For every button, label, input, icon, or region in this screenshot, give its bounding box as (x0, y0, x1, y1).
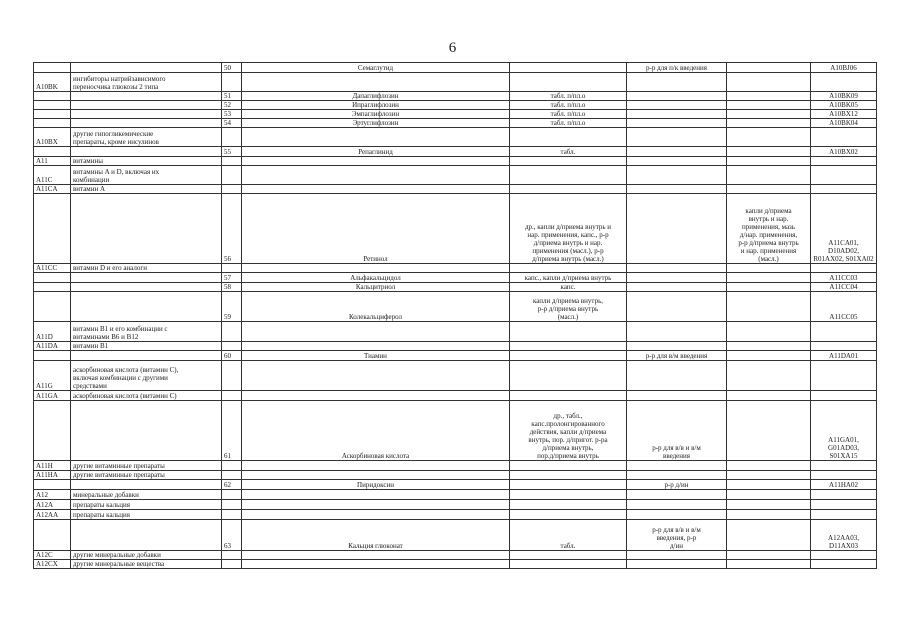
atc-full-code-cell (811, 551, 877, 560)
other-form-cell (727, 520, 811, 551)
injection-form-cell (627, 500, 727, 510)
atc-full-code-cell: A11HA02 (811, 480, 877, 490)
other-form-cell (727, 273, 811, 283)
drug-name-cell (242, 560, 510, 569)
row-number-cell: 50 (222, 63, 242, 73)
drug-name-cell (242, 128, 510, 147)
atc-code-cell: A12C (34, 551, 71, 560)
other-form-cell (727, 166, 811, 185)
oral-form-cell (510, 560, 627, 569)
drug-name-cell (242, 551, 510, 560)
oral-form-cell (510, 471, 627, 480)
injection-form-cell (627, 551, 727, 560)
table-row (34, 510, 877, 520)
oral-form-cell: табл. п/пл.о (510, 92, 627, 101)
atc-full-code-cell (811, 560, 877, 569)
oral-form-cell (510, 510, 627, 520)
group-name-cell (71, 92, 222, 101)
group-name-cell: препараты кальция (71, 510, 222, 520)
group-name-cell (71, 401, 222, 461)
atc-code-cell: A12A (34, 500, 71, 510)
drug-name-cell (242, 391, 510, 401)
atc-code-cell (34, 273, 71, 283)
other-form-cell (727, 480, 811, 490)
drug-name-cell: Кальцитриол (242, 283, 510, 292)
drug-name-cell (242, 166, 510, 185)
oral-form-cell (510, 63, 627, 73)
page-number: 6 (448, 40, 457, 56)
table-row (34, 292, 877, 322)
oral-form-cell (510, 461, 627, 471)
table-row (34, 322, 877, 342)
other-form-cell (727, 401, 811, 461)
oral-form-cell (510, 361, 627, 391)
row-number-cell: 59 (222, 292, 242, 322)
atc-code-cell: A11HA (34, 471, 71, 480)
other-form-cell (727, 283, 811, 292)
oral-form-cell: капс., капли д/приема внутрь (510, 273, 627, 283)
table-row (34, 147, 877, 157)
group-name-cell (71, 351, 222, 361)
atc-code-cell (34, 480, 71, 490)
atc-code-cell: A11C (34, 166, 71, 185)
table-row (34, 166, 877, 185)
atc-full-code-cell: A10BX02 (811, 147, 877, 157)
other-form-cell (727, 101, 811, 110)
other-form-cell: капли д/приема внутрь и нар. применения, мазь д/нар. применения, р-р д/приема внутрь и нар. применения (масл.) (727, 194, 811, 264)
injection-form-cell (627, 264, 727, 273)
table-row (34, 461, 877, 471)
other-form-cell (727, 73, 811, 92)
oral-form-cell (510, 166, 627, 185)
oral-form-cell (510, 264, 627, 273)
drug-name-cell: Пиридоксин (242, 480, 510, 490)
injection-form-cell: р-р для в/в и в/м введения, р-р д/ин (627, 520, 727, 551)
atc-full-code-cell: A11GA01, G01AD03, S01XA15 (811, 401, 877, 461)
oral-form-cell (510, 185, 627, 194)
injection-form-cell (627, 101, 727, 110)
other-form-cell (727, 342, 811, 351)
atc-code-cell: A10BK (34, 73, 71, 92)
injection-form-cell (627, 110, 727, 119)
table-row (34, 264, 877, 273)
table-row (34, 560, 877, 569)
row-number-cell (222, 490, 242, 500)
atc-code-cell (34, 283, 71, 292)
injection-form-cell (627, 157, 727, 166)
drug-name-cell (242, 490, 510, 500)
drug-name-cell (242, 510, 510, 520)
drug-name-cell: Аскорбиновая кислота (242, 401, 510, 461)
table-row (34, 73, 877, 92)
oral-form-cell: табл. (510, 147, 627, 157)
oral-form-cell (510, 391, 627, 401)
row-number-cell: 60 (222, 351, 242, 361)
injection-form-cell: р-р для п/к введения (627, 63, 727, 73)
group-name-cell: витамин A (71, 185, 222, 194)
table-row (34, 119, 877, 128)
oral-form-cell (510, 342, 627, 351)
drug-name-cell: Альфакальцидол (242, 273, 510, 283)
injection-form-cell (627, 185, 727, 194)
table-row (34, 92, 877, 101)
table-row (34, 351, 877, 361)
table-row (34, 194, 877, 264)
table-row (34, 551, 877, 560)
group-name-cell: другие минеральные вещества (71, 560, 222, 569)
oral-form-cell: табл. п/пл.о (510, 110, 627, 119)
oral-form-cell: др., табл., капс.пролонгированного действия, капли д/приема внутрь, пор. д/пригот. р-ра д/приема внутрь, пор.д/приема внутрь (510, 401, 627, 461)
other-form-cell (727, 560, 811, 569)
injection-form-cell (627, 166, 727, 185)
atc-full-code-cell: A10BK09 (811, 92, 877, 101)
drug-name-cell (242, 322, 510, 342)
group-name-cell: витамины (71, 157, 222, 166)
atc-full-code-cell: A11CC03 (811, 273, 877, 283)
atc-code-cell: A11D (34, 322, 71, 342)
oral-form-cell (510, 322, 627, 342)
row-number-cell (222, 391, 242, 401)
atc-code-cell (34, 63, 71, 73)
drug-name-cell (242, 73, 510, 92)
injection-form-cell: р-р д/ин (627, 480, 727, 490)
atc-code-cell: A12 (34, 490, 71, 500)
group-name-cell: аскорбиновая кислота (витамин C) (71, 391, 222, 401)
group-name-cell: ингибиторы натрийзависимого переносчика глюкозы 2 типа (71, 73, 222, 92)
atc-code-cell (34, 401, 71, 461)
other-form-cell (727, 351, 811, 361)
group-name-cell (71, 119, 222, 128)
other-form-cell (727, 361, 811, 391)
atc-code-cell (34, 101, 71, 110)
other-form-cell (727, 490, 811, 500)
group-name-cell: витамин B1 и его комбинации с витаминами B6 и B12 (71, 322, 222, 342)
atc-code-cell: A11DA (34, 342, 71, 351)
atc-code-cell (34, 147, 71, 157)
injection-form-cell (627, 391, 727, 401)
row-number-cell (222, 461, 242, 471)
atc-full-code-cell (811, 166, 877, 185)
table-row (34, 361, 877, 391)
other-form-cell (727, 92, 811, 101)
atc-full-code-cell (811, 73, 877, 92)
injection-form-cell: р-р для в/м введения (627, 351, 727, 361)
drug-name-cell: Репаглинид (242, 147, 510, 157)
atc-full-code-cell (811, 128, 877, 147)
row-number-cell (222, 510, 242, 520)
other-form-cell (727, 292, 811, 322)
atc-code-cell: A10BX (34, 128, 71, 147)
oral-form-cell (510, 157, 627, 166)
drug-name-cell (242, 461, 510, 471)
oral-form-cell: капли д/приема внутрь, р-р д/приема внутрь (масл.) (510, 292, 627, 322)
drug-name-cell: Эртуглифлозин (242, 119, 510, 128)
oral-form-cell: капс. (510, 283, 627, 292)
atc-code-cell: A11CC (34, 264, 71, 273)
other-form-cell (727, 510, 811, 520)
oral-form-cell (510, 480, 627, 490)
row-number-cell (222, 342, 242, 351)
row-number-cell (222, 128, 242, 147)
oral-form-cell (510, 490, 627, 500)
injection-form-cell (627, 342, 727, 351)
row-number-cell: 53 (222, 110, 242, 119)
group-name-cell: другие витаминные препараты (71, 471, 222, 480)
row-number-cell: 62 (222, 480, 242, 490)
atc-code-cell: A11G (34, 361, 71, 391)
other-form-cell (727, 391, 811, 401)
drug-name-cell (242, 185, 510, 194)
atc-full-code-cell (811, 264, 877, 273)
group-name-cell (71, 101, 222, 110)
injection-form-cell (627, 361, 727, 391)
injection-form-cell (627, 292, 727, 322)
injection-form-cell (627, 73, 727, 92)
table-row (34, 520, 877, 551)
drug-name-cell: Ретинол (242, 194, 510, 264)
injection-form-cell (627, 461, 727, 471)
atc-full-code-cell (811, 500, 877, 510)
drug-name-cell: Тиамин (242, 351, 510, 361)
atc-full-code-cell (811, 157, 877, 166)
group-name-cell: витамин B1 (71, 342, 222, 351)
table-row (34, 128, 877, 147)
atc-full-code-cell: A11DA01 (811, 351, 877, 361)
other-form-cell (727, 322, 811, 342)
atc-full-code-cell (811, 185, 877, 194)
injection-form-cell (627, 92, 727, 101)
group-name-cell (71, 147, 222, 157)
atc-code-cell: A12AA (34, 510, 71, 520)
atc-full-code-cell (811, 361, 877, 391)
table-row (34, 283, 877, 292)
row-number-cell: 61 (222, 401, 242, 461)
drug-name-cell (242, 264, 510, 273)
group-name-cell: другие гипогликемические препараты, кроме инсулинов (71, 128, 222, 147)
other-form-cell (727, 551, 811, 560)
atc-full-code-cell (811, 322, 877, 342)
row-number-cell (222, 551, 242, 560)
group-name-cell (71, 273, 222, 283)
drug-name-cell: Эмпаглифлозин (242, 110, 510, 119)
row-number-cell (222, 500, 242, 510)
oral-form-cell (510, 128, 627, 147)
atc-full-code-cell (811, 490, 877, 500)
atc-full-code-cell: A11CC04 (811, 283, 877, 292)
row-number-cell: 52 (222, 101, 242, 110)
drug-name-cell (242, 157, 510, 166)
group-name-cell: витамины A и D, включая их комбинации (71, 166, 222, 185)
drug-name-cell (242, 500, 510, 510)
drug-table (33, 62, 877, 569)
other-form-cell (727, 471, 811, 480)
atc-full-code-cell: A10BK04 (811, 119, 877, 128)
atc-full-code-cell (811, 391, 877, 401)
other-form-cell (727, 264, 811, 273)
atc-code-cell: A11H (34, 461, 71, 471)
injection-form-cell (627, 471, 727, 480)
table-row (34, 273, 877, 283)
drug-name-cell: Семаглутид (242, 63, 510, 73)
atc-code-cell (34, 119, 71, 128)
table-row (34, 480, 877, 490)
atc-full-code-cell: A12AA03, D11AX03 (811, 520, 877, 551)
table-row (34, 490, 877, 500)
atc-full-code-cell: A10BK05 (811, 101, 877, 110)
atc-full-code-cell: A11CC05 (811, 292, 877, 322)
row-number-cell: 58 (222, 283, 242, 292)
injection-form-cell (627, 560, 727, 569)
injection-form-cell (627, 128, 727, 147)
other-form-cell (727, 63, 811, 73)
atc-code-cell (34, 92, 71, 101)
other-form-cell (727, 157, 811, 166)
oral-form-cell: др., капли д/приема внутрь и нар. применения, капс., р-р д/приема внутрь и нар. применения (масл.), р-р д/приема внутрь (масл.) (510, 194, 627, 264)
injection-form-cell (627, 490, 727, 500)
table-row (34, 342, 877, 351)
oral-form-cell (510, 551, 627, 560)
atc-code-cell (34, 520, 71, 551)
atc-full-code-cell (811, 342, 877, 351)
atc-full-code-cell (811, 510, 877, 520)
group-name-cell (71, 110, 222, 119)
oral-form-cell: табл. п/пл.о (510, 119, 627, 128)
drug-name-cell (242, 361, 510, 391)
drug-name-cell: Дапаглифлозин (242, 92, 510, 101)
row-number-cell (222, 157, 242, 166)
atc-code-cell: A11GA (34, 391, 71, 401)
table-row (34, 157, 877, 166)
injection-form-cell (627, 147, 727, 157)
injection-form-cell (627, 283, 727, 292)
atc-code-cell (34, 194, 71, 264)
drug-name-cell (242, 342, 510, 351)
atc-code-cell: A12CX (34, 560, 71, 569)
row-number-cell (222, 560, 242, 569)
drug-name-cell: Ипраглифлозин (242, 101, 510, 110)
table-row (34, 101, 877, 110)
injection-form-cell (627, 510, 727, 520)
group-name-cell (71, 194, 222, 264)
group-name-cell (71, 292, 222, 322)
table-row (34, 110, 877, 119)
row-number-cell (222, 73, 242, 92)
group-name-cell (71, 520, 222, 551)
row-number-cell: 54 (222, 119, 242, 128)
row-number-cell (222, 322, 242, 342)
atc-full-code-cell: A10BX12 (811, 110, 877, 119)
row-number-cell (222, 471, 242, 480)
atc-full-code-cell: A11CA01, D10AD02, R01AX02, S01XA02 (811, 194, 877, 264)
atc-full-code-cell (811, 461, 877, 471)
oral-form-cell (510, 351, 627, 361)
group-name-cell: витамин D и его аналоги (71, 264, 222, 273)
other-form-cell (727, 500, 811, 510)
atc-code-cell: A11 (34, 157, 71, 166)
oral-form-cell (510, 500, 627, 510)
row-number-cell: 63 (222, 520, 242, 551)
group-name-cell: препараты кальция (71, 500, 222, 510)
atc-full-code-cell (811, 471, 877, 480)
table-row (34, 500, 877, 510)
row-number-cell (222, 166, 242, 185)
group-name-cell (71, 480, 222, 490)
atc-code-cell (34, 292, 71, 322)
other-form-cell (727, 119, 811, 128)
group-name-cell: другие витаминные препараты (71, 461, 222, 471)
atc-code-cell: A11CA (34, 185, 71, 194)
drug-name-cell: Колекальциферол (242, 292, 510, 322)
row-number-cell: 55 (222, 147, 242, 157)
row-number-cell (222, 185, 242, 194)
drug-name-cell (242, 471, 510, 480)
table-row (34, 471, 877, 480)
row-number-cell (222, 361, 242, 391)
other-form-cell (727, 128, 811, 147)
group-name-cell (71, 63, 222, 73)
oral-form-cell (510, 73, 627, 92)
row-number-cell (222, 264, 242, 273)
group-name-cell (71, 283, 222, 292)
row-number-cell: 56 (222, 194, 242, 264)
atc-full-code-cell: A10BJ06 (811, 63, 877, 73)
oral-form-cell: табл. (510, 520, 627, 551)
table-row (34, 63, 877, 73)
group-name-cell: другие минеральные добавки (71, 551, 222, 560)
table-row (34, 401, 877, 461)
drug-name-cell: Кальция глюконат (242, 520, 510, 551)
injection-form-cell (627, 119, 727, 128)
atc-code-cell (34, 351, 71, 361)
oral-form-cell: табл. п/пл.о (510, 101, 627, 110)
table-row (34, 185, 877, 194)
other-form-cell (727, 185, 811, 194)
injection-form-cell (627, 194, 727, 264)
table-row (34, 391, 877, 401)
row-number-cell: 51 (222, 92, 242, 101)
other-form-cell (727, 110, 811, 119)
group-name-cell: аскорбиновая кислота (витамин C), включая комбинации с другими средствами (71, 361, 222, 391)
group-name-cell: минеральные добавки (71, 490, 222, 500)
row-number-cell: 57 (222, 273, 242, 283)
injection-form-cell (627, 273, 727, 283)
injection-form-cell: р-р для в/в и в/м введения (627, 401, 727, 461)
atc-code-cell (34, 110, 71, 119)
other-form-cell (727, 461, 811, 471)
other-form-cell (727, 147, 811, 157)
injection-form-cell (627, 322, 727, 342)
